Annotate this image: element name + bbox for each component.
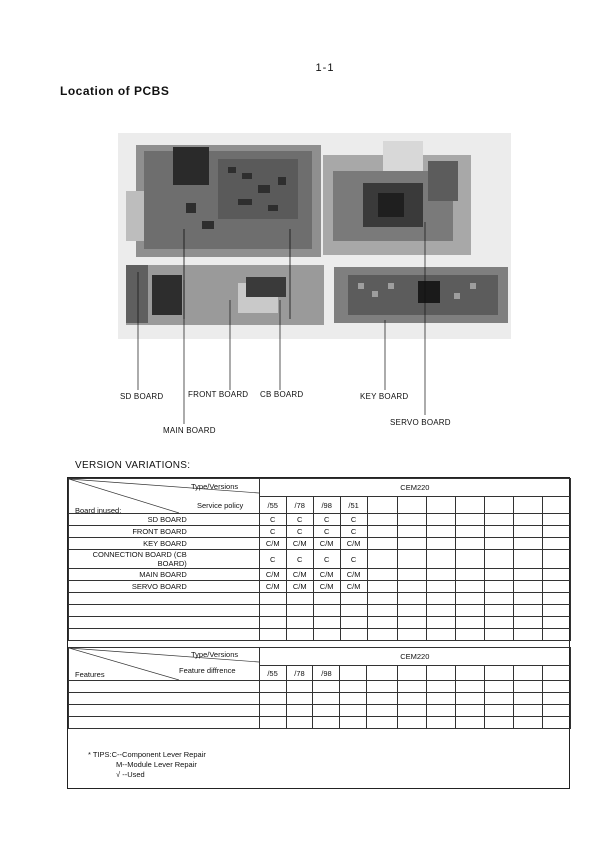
table-row-empty (69, 605, 571, 617)
cell: C (313, 514, 340, 526)
cell: C (286, 526, 313, 538)
page-number: 1-1 (315, 62, 335, 74)
table1-board-label: Board inused: (75, 506, 122, 515)
row-name: CONNECTION BOARD (CB BOARD) (69, 550, 260, 569)
row-name: FRONT BOARD (69, 526, 260, 538)
table1-version-51: /51 (340, 497, 367, 514)
table2-version-98: /98 (313, 666, 340, 681)
table1-header-cell (69, 479, 260, 514)
table-row-empty (69, 705, 571, 717)
cell: C (259, 526, 286, 538)
table-row (69, 550, 571, 569)
row-name: MAIN BOARD (69, 569, 260, 581)
label-front-board: FRONT BOARD (188, 390, 249, 399)
table-row-empty (69, 681, 571, 693)
section-title: VERSION VARIATIONS: (75, 460, 191, 471)
cell: C (340, 514, 367, 526)
cell: C/M (286, 538, 313, 550)
row-name: SERVO BOARD (69, 581, 260, 593)
tips-used-text: --Used (120, 770, 145, 779)
table2-features-label: Features (75, 670, 105, 679)
label-main-board: MAIN BOARD (163, 426, 216, 435)
cell: C/M (259, 538, 286, 550)
cell: C (340, 526, 367, 538)
cell: C/M (340, 581, 367, 593)
cell: C (313, 526, 340, 538)
cell: C (286, 550, 313, 569)
table-row (69, 569, 571, 581)
cell: C (259, 514, 286, 526)
table2-version-78: /78 (286, 666, 313, 681)
table-row-empty (69, 593, 571, 605)
table2-type-label: Type/Versions (191, 650, 239, 659)
tips-line-module: M--Module Lever Repair (116, 760, 197, 769)
cell: C/M (340, 538, 367, 550)
cell: C/M (286, 569, 313, 581)
table1-version-78: /78 (286, 497, 313, 514)
cell: C (313, 550, 340, 569)
cell: C (259, 550, 286, 569)
table-row-empty (69, 717, 571, 729)
table-row-empty (69, 629, 571, 641)
label-key-board: KEY BOARD (360, 392, 409, 401)
cell: C/M (340, 569, 367, 581)
cell: C/M (259, 569, 286, 581)
tips-line-component: * TIPS:C--Component Lever Repair (88, 750, 206, 759)
label-servo-board: SERVO BOARD (390, 418, 451, 427)
table-row-empty (69, 693, 571, 705)
table1-rows (69, 514, 571, 641)
row-name: KEY BOARD (69, 538, 260, 550)
cell: C/M (313, 538, 340, 550)
table1-policy-label: Service policy (197, 501, 244, 510)
cell: C/M (259, 581, 286, 593)
table1-model: CEM220 (259, 479, 570, 497)
cell: C/M (313, 569, 340, 581)
feature-table (68, 647, 571, 729)
table-row (69, 526, 571, 538)
version-variations-sheet (67, 477, 570, 789)
table1-version-55: /55 (259, 497, 286, 514)
table2-feature-label: Feature diffrence (179, 666, 236, 675)
row-name: SD BOARD (69, 514, 260, 526)
table2-version-55: /55 (259, 666, 286, 681)
table2-header-cell (69, 648, 260, 681)
table1-type-label: Type/Versions (191, 482, 239, 491)
label-cb-board: CB BOARD (260, 390, 304, 399)
table2-model: CEM220 (259, 648, 570, 666)
service-policy-table (68, 478, 571, 641)
tips-line-used (88, 770, 206, 780)
table-row (69, 581, 571, 593)
table-row (69, 538, 571, 550)
page-title: Location of PCBS (60, 84, 170, 98)
table-row (69, 514, 571, 526)
checkmark-icon: √ (116, 770, 121, 779)
cell: C/M (313, 581, 340, 593)
cell: C (340, 550, 367, 569)
cell: C (286, 514, 313, 526)
label-sd-board: SD BOARD (120, 392, 164, 401)
cell: C/M (286, 581, 313, 593)
table-row-empty (69, 617, 571, 629)
tips-note (88, 750, 206, 780)
table1-version-98: /98 (313, 497, 340, 514)
